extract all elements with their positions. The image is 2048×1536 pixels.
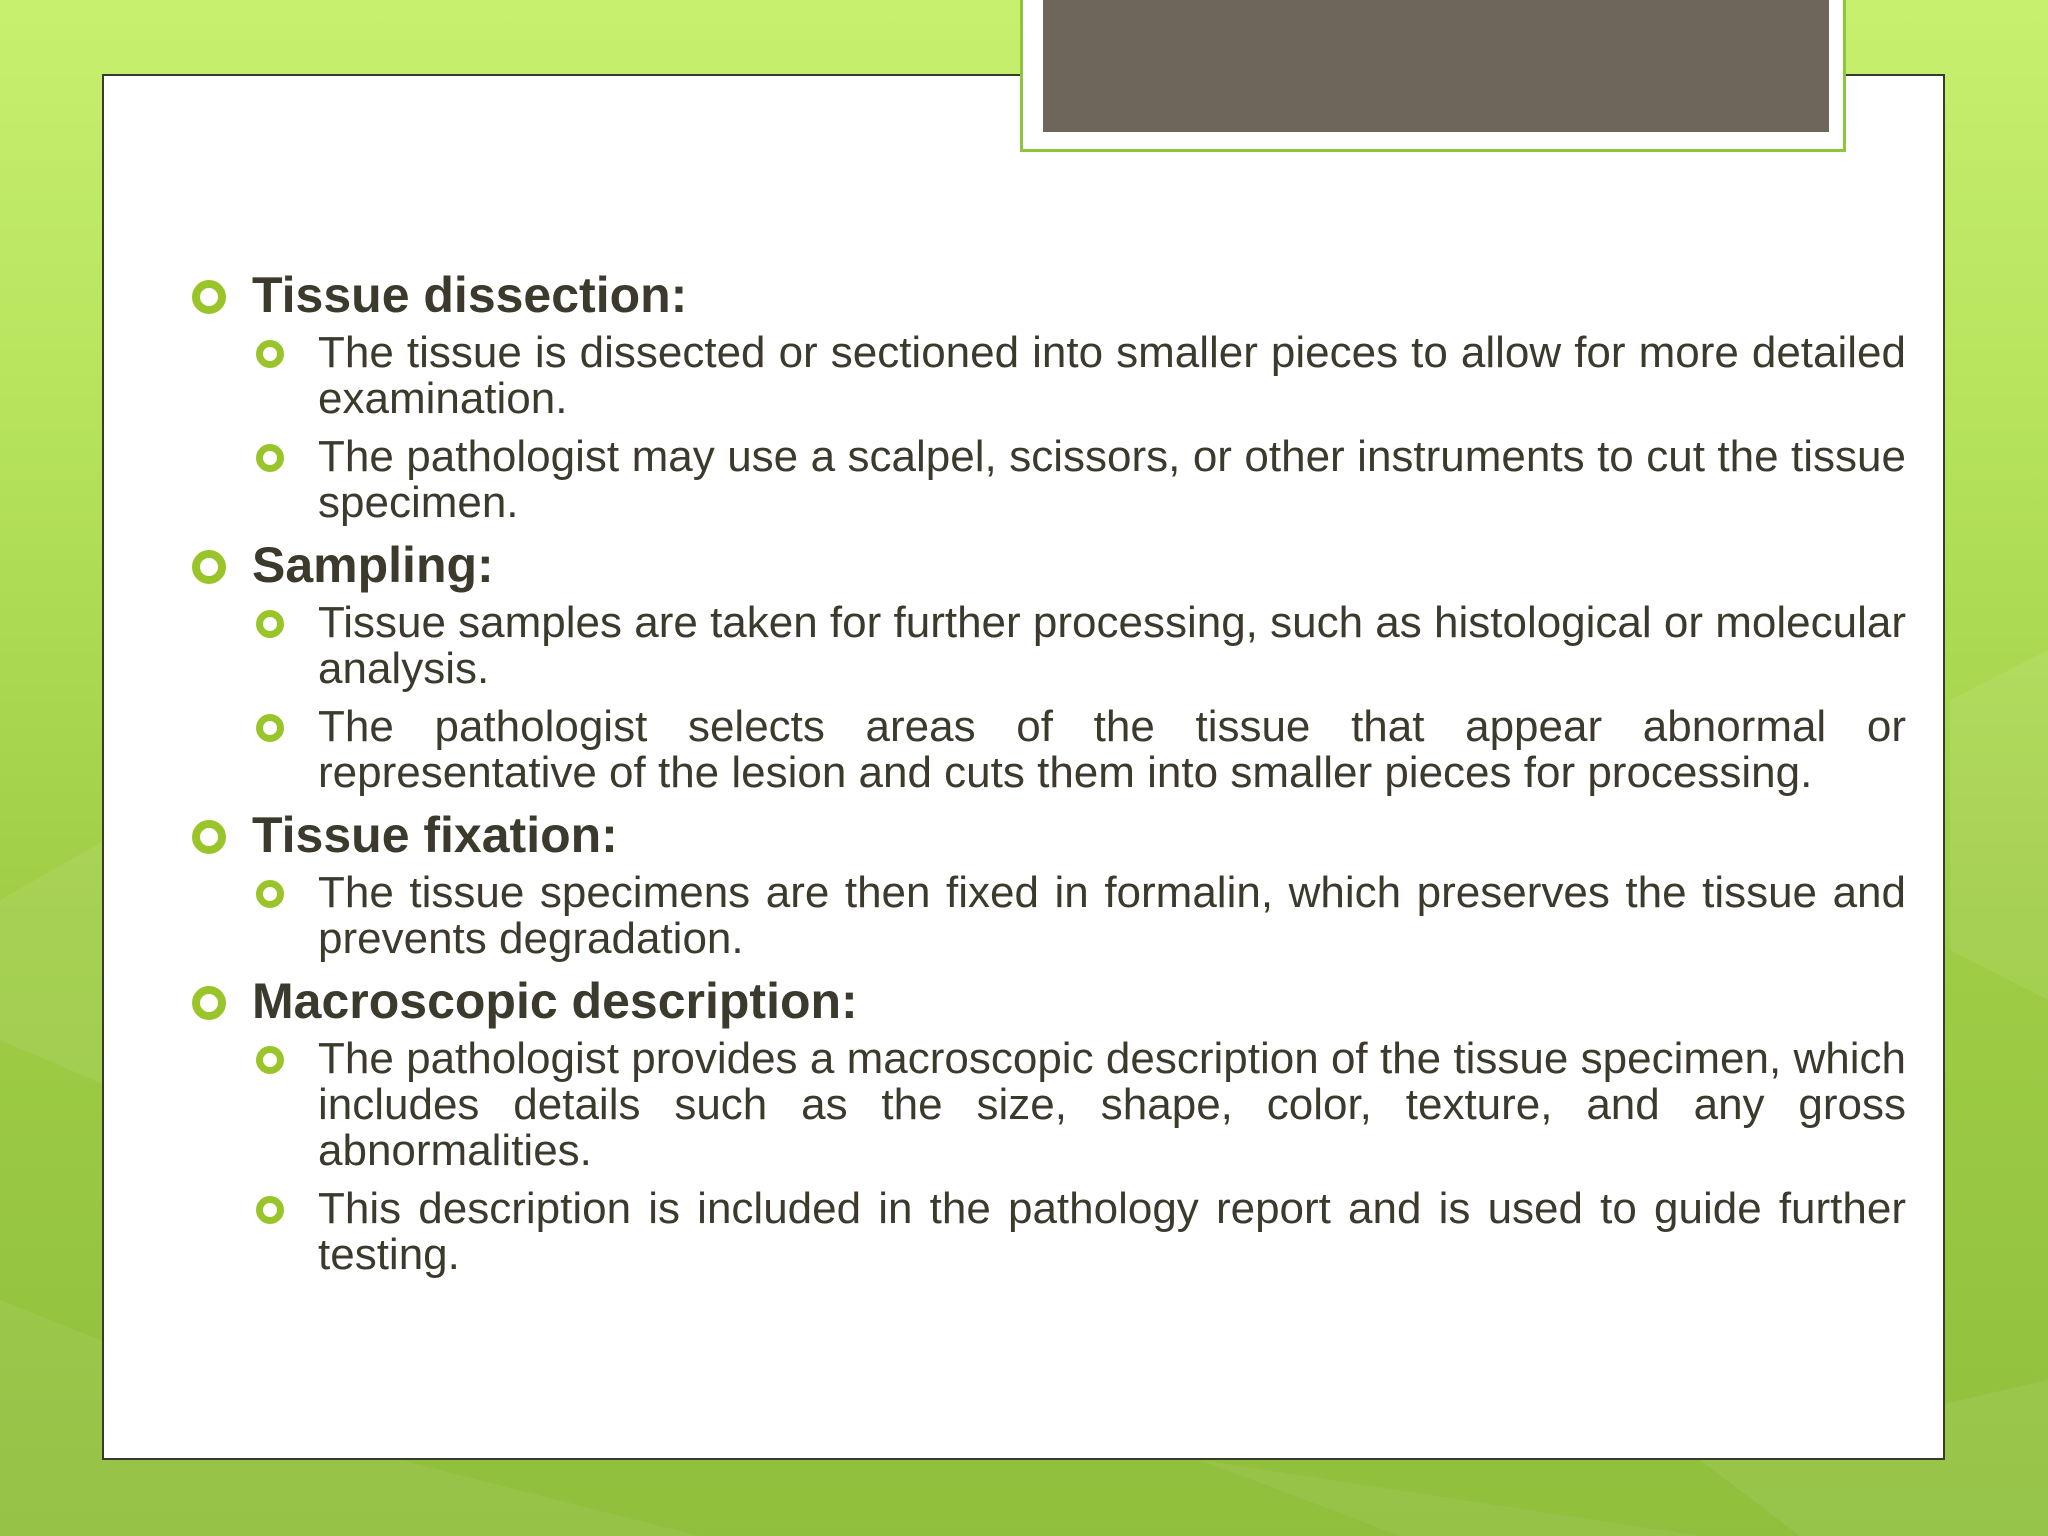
ring-bullet-icon [192,280,226,314]
ring-bullet-icon [192,986,226,1020]
bullet-text: The pathologist selects areas of the tissue that appear abnormal or representative of the lesion and cuts them into smaller pieces for processing. [318,702,1906,797]
section-heading-tissue-fixation [190,808,1906,862]
bullet-text: Tissue samples are taken for further processing, such as histological or molecular analysis. [318,598,1906,693]
ring-bullet-icon [256,340,284,368]
ring-bullet-icon [256,880,284,908]
bullet-point [318,1036,1906,1174]
bullet-text: This description is included in the pathology report and is used to guide further testing. [318,1184,1906,1279]
section-heading-macroscopic-description [190,974,1906,1028]
bullet-point [318,600,1906,692]
bullet-text: The tissue specimens are then fixed in formalin, which preserves the tissue and prevents degradation. [318,868,1906,963]
ring-bullet-icon [256,444,284,472]
bullet-point [318,870,1906,962]
ring-bullet-icon [256,1046,284,1074]
section-heading-tissue-dissection [190,268,1906,322]
bullet-text: The pathologist may use a scalpel, scissors, or other instruments to cut the tissue specimen. [318,432,1906,527]
ring-bullet-icon [256,714,284,742]
heading-text: Tissue dissection: [252,267,688,323]
ring-bullet-icon [256,610,284,638]
section-heading-sampling [190,538,1906,592]
title-placeholder-box [1020,0,1846,152]
ring-bullet-icon [256,1196,284,1224]
heading-text: Tissue fixation: [252,807,618,863]
bullet-text: The pathologist provides a macroscopic description of the tissue specimen, which includes details such as the size, shape, color, texture, and any gross abnormalities. [318,1034,1906,1175]
bullet-point [318,434,1906,526]
bullet-text: The tissue is dissected or sectioned into smaller pieces to allow for more detailed examination. [318,328,1906,423]
ring-bullet-icon [192,550,226,584]
title-placeholder-fill [1043,0,1829,132]
bullet-list [190,268,1906,1290]
bullet-point [318,704,1906,796]
ring-bullet-icon [192,820,226,854]
bullet-point [318,330,1906,422]
bullet-point [318,1186,1906,1278]
heading-text: Macroscopic description: [252,973,858,1029]
heading-text: Sampling: [252,537,494,593]
